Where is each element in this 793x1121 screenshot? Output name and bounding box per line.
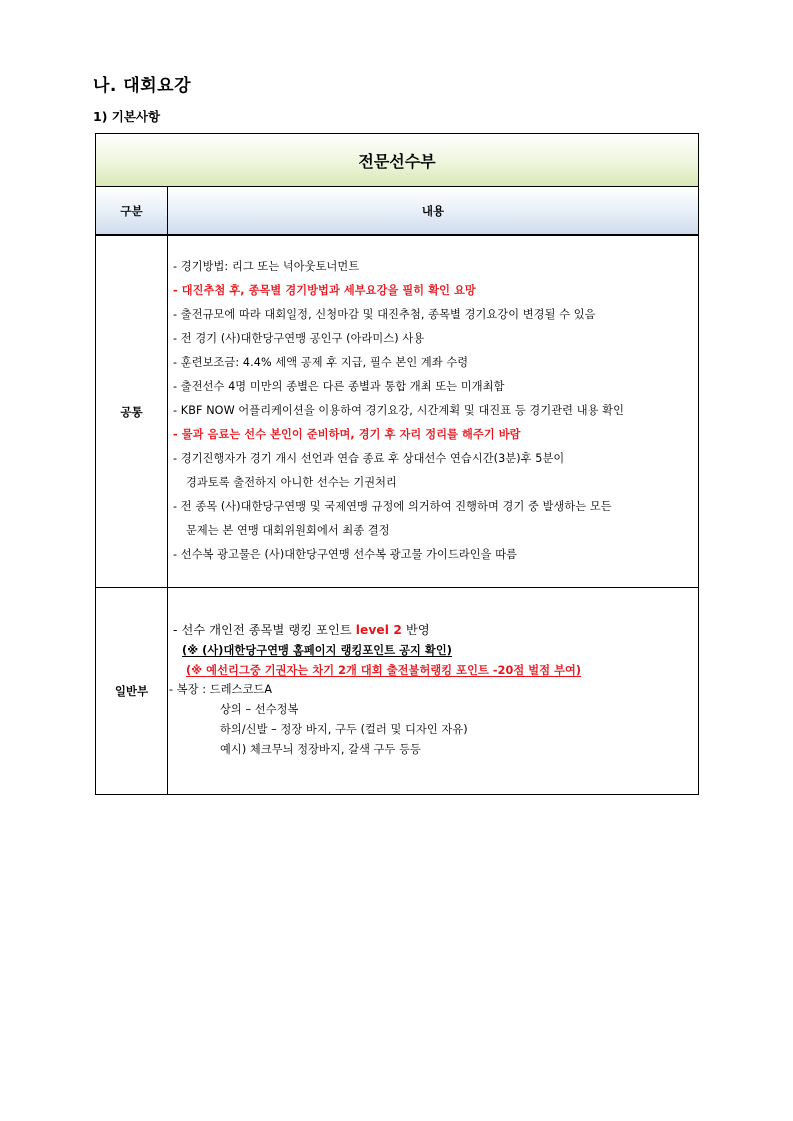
subsection-heading: 1) 기본사항 [93, 109, 161, 124]
list-item: - 경기진행자가 경기 개시 선언과 연습 종료 후 상대선수 연습시간(3분)후 5분이 [173, 452, 565, 465]
table-header-row [96, 187, 698, 236]
table-row-common [96, 236, 698, 588]
ranking-text-end: 반영 [401, 623, 430, 637]
list-item: - 출전선수 4명 미만의 종별은 다른 종별과 통합 개최 또는 미개최함 [173, 380, 505, 393]
dress-code-item: 예시) 체크무늬 정장바지, 갈색 구두 등등 [220, 743, 421, 756]
row-content-common [168, 236, 698, 587]
row-label-common: 공통 [96, 236, 168, 587]
dress-code-line: - 복장 : 드레스코드A [169, 683, 273, 696]
ranking-level: level 2 [355, 623, 402, 637]
dress-code-item: 상의 – 선수정복 [220, 703, 299, 716]
list-item: - 훈련보조금: 4.4% 세액 공제 후 지급, 필수 본인 계좌 수령 [173, 356, 469, 369]
dress-code-item: 하의/신발 – 정장 바지, 구두 (컬러 및 디자인 자유) [220, 723, 468, 736]
penalty-notice-line: (※ 예선리그중 기권자는 차기 2개 대회 출전불허랭킹 포인트 -20점 벌점 부여) [186, 664, 582, 677]
table-title: 전문선수부 [96, 134, 698, 187]
list-item: - 전 경기 (사)대한당구연맹 공인구 (아라미스) 사용 [173, 332, 425, 345]
list-item: - 전 종목 (사)대한당구연맹 및 국제연맹 규정에 의거하여 진행하며 경기 중 발생하는 모든 [173, 500, 612, 513]
ranking-text: - 선수 개인전 종목별 랭킹 포인트 [173, 623, 356, 637]
list-item: - 선수복 광고물은 (사)대한당구연맹 선수복 광고물 가이드라인을 따름 [173, 548, 518, 561]
section-heading: 나. 대회요강 [93, 76, 191, 96]
list-item: - 출전규모에 따라 대회일정, 신청마감 및 대진추첨, 종목별 경기요강이 변경될 수 있음 [173, 308, 596, 321]
rules-table [95, 133, 699, 795]
list-item: - 경기방법: 리그 또는 넉아웃토너먼트 [173, 260, 360, 273]
ranking-point-line [173, 623, 430, 637]
header-content: 내용 [421, 203, 445, 218]
notice-line: (※ (사)대한당구연맹 홈페이지 랭킹포인트 공지 확인) [182, 644, 452, 657]
list-item-highlight: - 대진추첨 후, 종목별 경기방법과 세부요강을 필히 확인 요망 [173, 284, 476, 297]
list-item-continuation: 경과토록 출전하지 아니한 선수는 기권처리 [186, 476, 397, 489]
table-row-general [96, 588, 698, 794]
list-item-highlight: - 물과 음료는 선수 본인이 준비하며, 경기 후 자리 정리를 해주기 바람 [173, 428, 521, 441]
list-item-continuation: 문제는 본 연맹 대회위원회에서 최종 결정 [186, 524, 390, 537]
list-item: - KBF NOW 어플리케이션을 이용하여 경기요강, 시간계획 및 대진표 등 경기관련 내용 확인 [173, 404, 624, 417]
row-content-general [168, 588, 698, 794]
row-label-general: 일반부 [96, 588, 168, 794]
header-category: 구분 [96, 187, 168, 234]
